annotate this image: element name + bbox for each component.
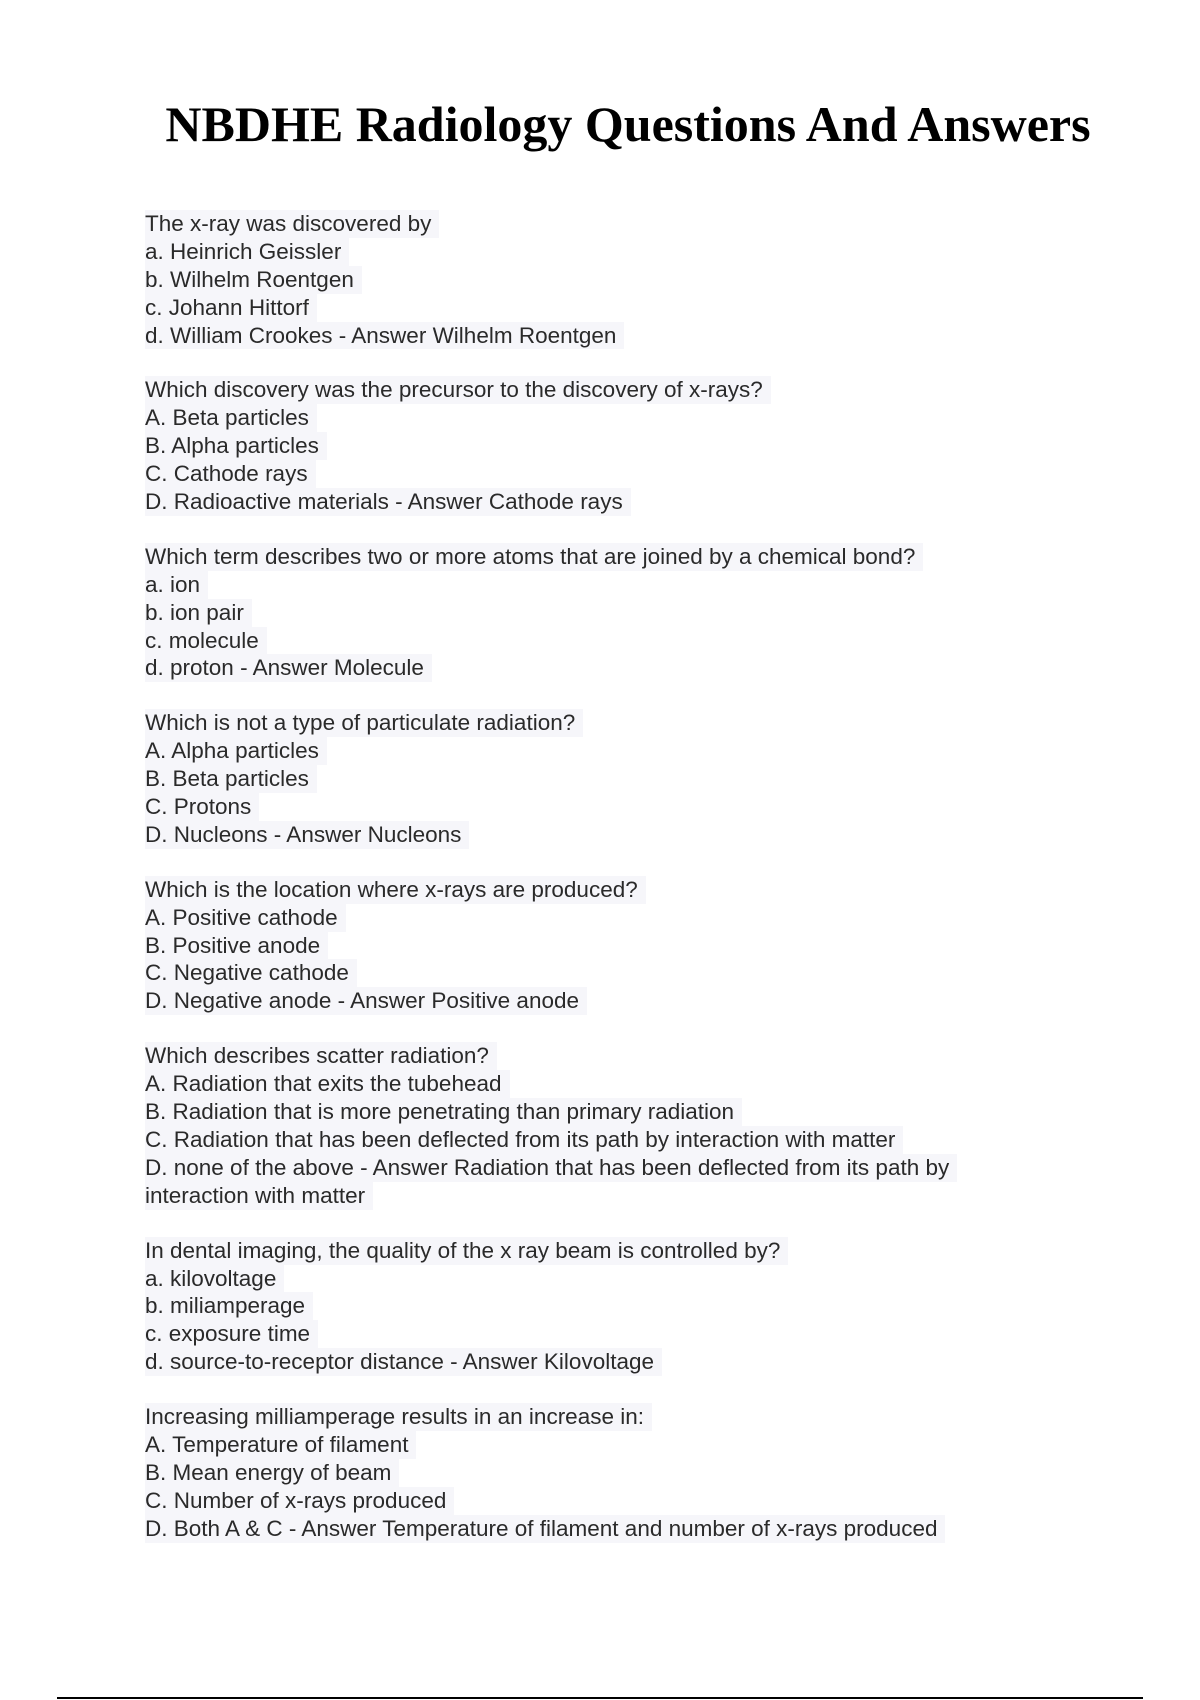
answer-option: a. ion [145,571,208,599]
question-block [145,1237,1065,1376]
question-block [145,709,1065,848]
answer-option: A. Temperature of filament [145,1431,416,1459]
question-text: Which is not a type of particulate radiation? [145,709,583,737]
question-text: In dental imaging, the quality of the x ray beam is controlled by? [145,1237,788,1265]
question-text: Which describes scatter radiation? [145,1042,497,1070]
question-block [145,1042,1065,1209]
page-title: NBDHE Radiology Questions And Answers [165,96,1091,152]
answer-option: b. Wilhelm Roentgen [145,266,362,294]
answer-option-with-answer: D. Both A & C - Answer Temperature of filament and number of x-rays produced [145,1515,945,1543]
answer-option-with-answer: d. source-to-receptor distance - Answer Kilovoltage [145,1348,662,1376]
answer-option: A. Alpha particles [145,737,327,765]
answer-option-with-answer: d. proton - Answer Molecule [145,654,432,682]
answer-option: B. Alpha particles [145,432,327,460]
answer-option-with-answer: D. none of the above - Answer Radiation that has been deflected from its path by [145,1154,957,1182]
answer-option: a. kilovoltage [145,1265,284,1293]
answer-option-with-answer: D. Radioactive materials - Answer Cathode rays [145,488,631,516]
question-list [145,210,1065,1570]
answer-option-with-answer: D. Negative anode - Answer Positive anode [145,987,587,1015]
question-block [145,876,1065,1015]
answer-option: b. ion pair [145,599,252,627]
question-text: The x-ray was discovered by [145,210,439,238]
answer-option: A. Radiation that exits the tubehead [145,1070,510,1098]
answer-option: B. Beta particles [145,765,317,793]
question-text: Which term describes two or more atoms that are joined by a chemical bond? [145,543,923,571]
question-block [145,376,1065,515]
question-text: Increasing milliamperage results in an increase in: [145,1403,652,1431]
answer-option: c. Johann Hittorf [145,294,317,322]
answer-option: B. Radiation that is more penetrating than primary radiation [145,1098,742,1126]
answer-continuation: interaction with matter [145,1182,373,1210]
answer-option: B. Mean energy of beam [145,1459,399,1487]
answer-option: a. Heinrich Geissler [145,238,349,266]
question-block [145,543,1065,682]
answer-option: b. miliamperage [145,1292,313,1320]
answer-option-with-answer: D. Nucleons - Answer Nucleons [145,821,469,849]
answer-option: C. Protons [145,793,259,821]
question-text: Which discovery was the precursor to the discovery of x-rays? [145,376,771,404]
answer-option: c. molecule [145,627,267,655]
question-block [145,1403,1065,1542]
answer-option: c. exposure time [145,1320,318,1348]
answer-option-with-answer: d. William Crookes - Answer Wilhelm Roentgen [145,322,624,350]
answer-option: C. Radiation that has been deflected from its path by interaction with matter [145,1126,903,1154]
question-text: Which is the location where x-rays are produced? [145,876,646,904]
question-block [145,210,1065,349]
page-footer-rule [57,1697,1143,1699]
answer-option: C. Cathode rays [145,460,316,488]
answer-option: A. Beta particles [145,404,317,432]
answer-option: C. Negative cathode [145,959,357,987]
answer-option: B. Positive anode [145,932,328,960]
answer-option: C. Number of x-rays produced [145,1487,454,1515]
answer-option: A. Positive cathode [145,904,346,932]
